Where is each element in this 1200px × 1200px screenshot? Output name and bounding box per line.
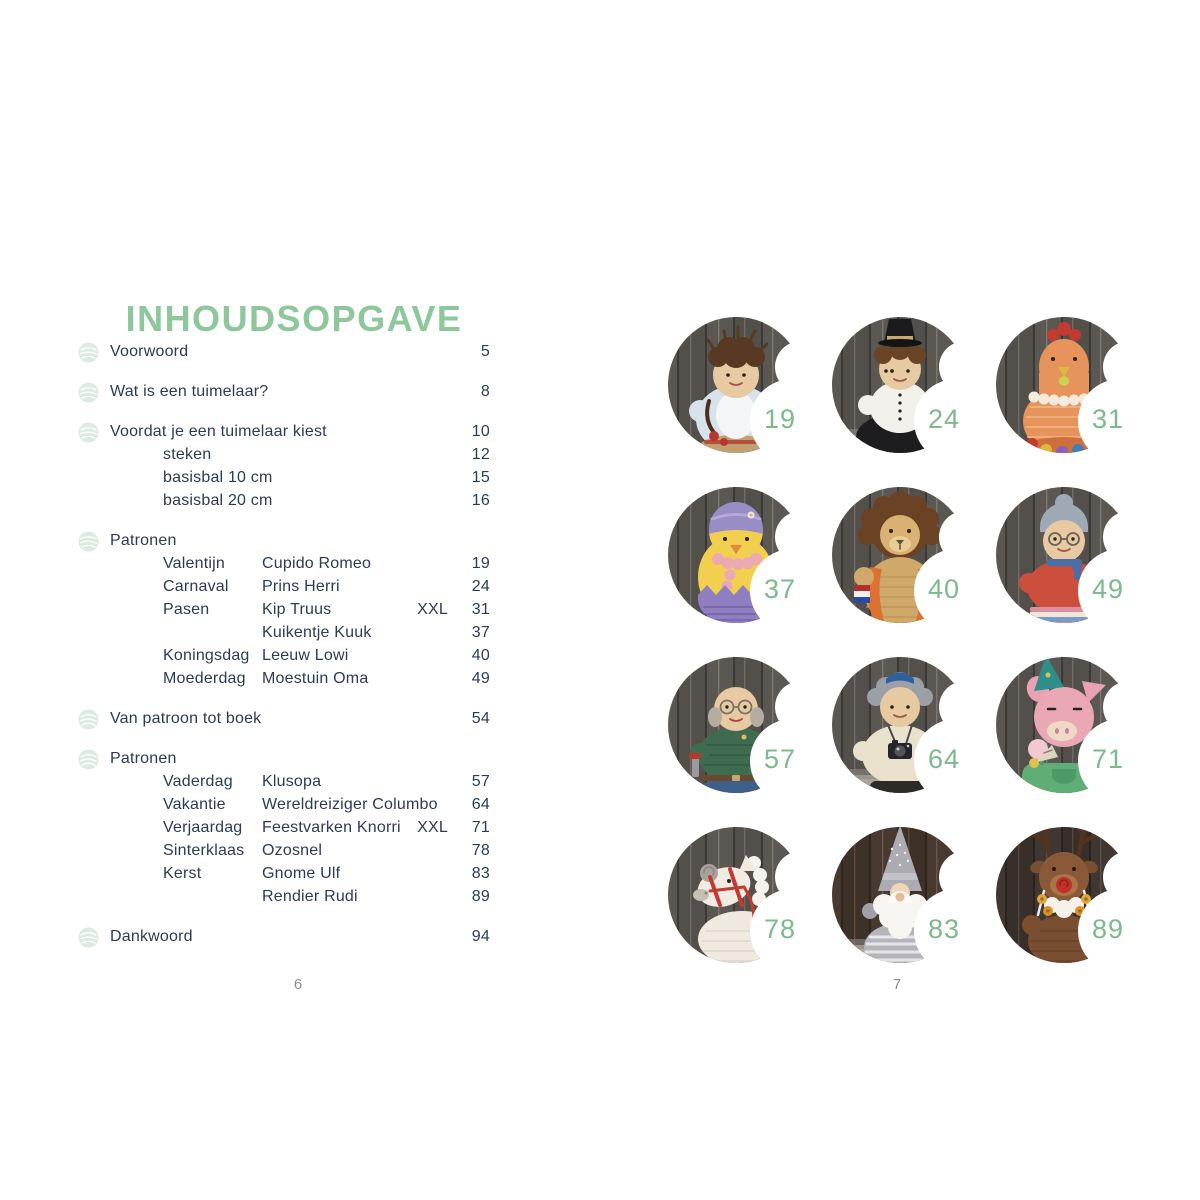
toc-pattern-name: Feestvarken Knorri <box>262 819 401 836</box>
toc-page-number: 10 <box>471 423 490 440</box>
toc-occasion-label: Kerst <box>163 865 202 882</box>
right-page-number: 7 <box>892 976 902 993</box>
doll-photo-49 <box>982 473 1146 637</box>
pattern-photo-feestvarken-knorri <box>982 643 1146 807</box>
doll-photo-37 <box>654 473 818 637</box>
toc-occasion-label: Moederdag <box>163 670 246 687</box>
toc-page-number: 71 <box>471 819 490 836</box>
toc-page-number: 15 <box>471 469 490 486</box>
tile-page-number: 83 <box>927 914 961 944</box>
toc-entry-label: Dankwoord <box>110 928 193 945</box>
page-title: INHOUDSOPGAVE <box>125 298 463 340</box>
toc-entry-label: Patronen <box>110 750 177 767</box>
pattern-photo-cupido-romeo <box>654 303 818 467</box>
toc-occasion-label: Sinterklaas <box>163 842 245 859</box>
toc-page-number: 49 <box>471 670 490 687</box>
toc-subentry-label: basisbal 10 cm <box>163 469 273 486</box>
toc-entry <box>78 467 490 490</box>
toc-entry <box>78 599 490 622</box>
toc-page-number: 37 <box>471 624 490 641</box>
toc-occasion-label: Pasen <box>163 601 210 618</box>
toc-pattern-name: Wereldreiziger Columbo <box>262 796 438 813</box>
pattern-photo-klusopa <box>654 643 818 807</box>
toc-pattern-name: Moestuin Oma <box>262 670 369 687</box>
pattern-photo-ozosnel <box>654 813 818 977</box>
tile-page-number: 64 <box>927 744 961 774</box>
toc-page-number: 64 <box>471 796 490 813</box>
toc-pattern-name: Ozosnel <box>262 842 323 859</box>
toc-entry <box>78 708 490 731</box>
toc-page-number: 8 <box>480 383 490 400</box>
pattern-photo-kip-truus <box>982 303 1146 467</box>
toc-page-number: 54 <box>471 710 490 727</box>
pattern-photo-leeuw-lowi <box>818 473 982 637</box>
toc-page-number: 89 <box>471 888 490 905</box>
toc-page-number: 31 <box>471 601 490 618</box>
toc-entry <box>78 840 490 863</box>
toc-page-number: 40 <box>471 647 490 664</box>
doll-photo-24 <box>818 303 982 467</box>
tile-page-number: 57 <box>763 744 797 774</box>
toc-entry <box>78 886 490 909</box>
toc-pattern-name: Kip Truus <box>262 601 332 618</box>
toc-occasion-label: Vaderdag <box>163 773 233 790</box>
toc-pattern-name: Kuikentje Kuuk <box>262 624 372 641</box>
doll-photo-71 <box>982 643 1146 807</box>
toc-entry <box>78 490 490 513</box>
toc-entry <box>78 794 490 817</box>
left-page-number: 6 <box>293 976 303 993</box>
toc-entry-label: Wat is een tuimelaar? <box>110 383 269 400</box>
doll-photo-83 <box>818 813 982 977</box>
toc-pattern-name: Prins Herri <box>262 578 340 595</box>
doll-photo-31 <box>982 303 1146 467</box>
toc-page-number: 57 <box>471 773 490 790</box>
toc-entry <box>78 863 490 886</box>
yarn-ball-icon <box>78 342 99 363</box>
toc-pattern-name: Rendier Rudi <box>262 888 358 905</box>
toc-occasion-label: Valentijn <box>163 555 225 572</box>
toc-pattern-name: Cupido Romeo <box>262 555 372 572</box>
doll-photo-57 <box>654 643 818 807</box>
toc-page-number: 94 <box>471 928 490 945</box>
doll-photo-89 <box>982 813 1146 977</box>
toc-entry <box>78 748 490 771</box>
pattern-photo-wereldreiziger-columbo <box>818 643 982 807</box>
toc-pattern-name: Leeuw Lowi <box>262 647 349 664</box>
toc-page-number: 24 <box>471 578 490 595</box>
yarn-ball-icon <box>78 531 99 552</box>
tile-page-number: 49 <box>1091 574 1125 604</box>
tile-page-number: 78 <box>763 914 797 944</box>
toc-entry-label: Patronen <box>110 532 177 549</box>
toc-entry <box>78 381 490 404</box>
toc-occasion-label: Verjaardag <box>163 819 243 836</box>
toc-page-number: 83 <box>471 865 490 882</box>
tile-page-number: 24 <box>927 404 961 434</box>
toc-entry <box>78 530 490 553</box>
pattern-photo-kuikentje-kuuk <box>654 473 818 637</box>
yarn-ball-icon <box>78 382 99 403</box>
toc-entry <box>78 622 490 645</box>
tile-page-number: 37 <box>763 574 797 604</box>
tile-page-number: 19 <box>763 404 797 434</box>
yarn-ball-icon <box>78 927 99 948</box>
yarn-ball-icon <box>78 749 99 770</box>
toc-entry <box>78 553 490 576</box>
toc-entry-label: Van patroon tot boek <box>110 710 262 727</box>
doll-photo-64 <box>818 643 982 807</box>
xxl-badge: XXL <box>417 601 448 618</box>
toc-page-number: 12 <box>471 446 490 463</box>
tile-page-number: 89 <box>1091 914 1125 944</box>
toc-entry <box>78 771 490 794</box>
pattern-photo-rendier-rudi <box>982 813 1146 977</box>
toc-page-number: 5 <box>480 343 490 360</box>
toc-occasion-label: Carnaval <box>163 578 229 595</box>
toc-subentry-label: basisbal 20 cm <box>163 492 273 509</box>
toc-page-number: 78 <box>471 842 490 859</box>
toc-pattern-name: Gnome Ulf <box>262 865 341 882</box>
toc-entry <box>78 341 490 364</box>
toc-subentry-label: steken <box>163 446 212 463</box>
doll-photo-19 <box>654 303 818 467</box>
yarn-ball-icon <box>78 709 99 730</box>
toc-entry <box>78 668 490 691</box>
xxl-badge: XXL <box>417 819 448 836</box>
toc-list <box>78 341 490 949</box>
pattern-photo-moestuin-oma <box>982 473 1146 637</box>
toc-entry <box>78 444 490 467</box>
toc-occasion-label: Koningsdag <box>163 647 250 664</box>
toc-entry-label: Voorwoord <box>110 343 189 360</box>
toc-pattern-name: Klusopa <box>262 773 322 790</box>
yarn-ball-icon <box>78 422 99 443</box>
toc-page-number: 19 <box>471 555 490 572</box>
tile-page-number: 40 <box>927 574 961 604</box>
doll-photo-78 <box>654 813 818 977</box>
toc-page-number: 16 <box>471 492 490 509</box>
toc-entry <box>78 421 490 444</box>
tile-page-number: 31 <box>1091 404 1125 434</box>
pattern-photo-prins-herri <box>818 303 982 467</box>
pattern-photo-gnome-ulf <box>818 813 982 977</box>
toc-entry <box>78 926 490 949</box>
toc-entry <box>78 645 490 668</box>
toc-occasion-label: Vakantie <box>163 796 226 813</box>
doll-photo-40 <box>818 473 982 637</box>
toc-entry <box>78 817 490 840</box>
toc-entry <box>78 576 490 599</box>
tile-page-number: 71 <box>1091 744 1125 774</box>
toc-entry-label: Voordat je een tuimelaar kiest <box>110 423 327 440</box>
